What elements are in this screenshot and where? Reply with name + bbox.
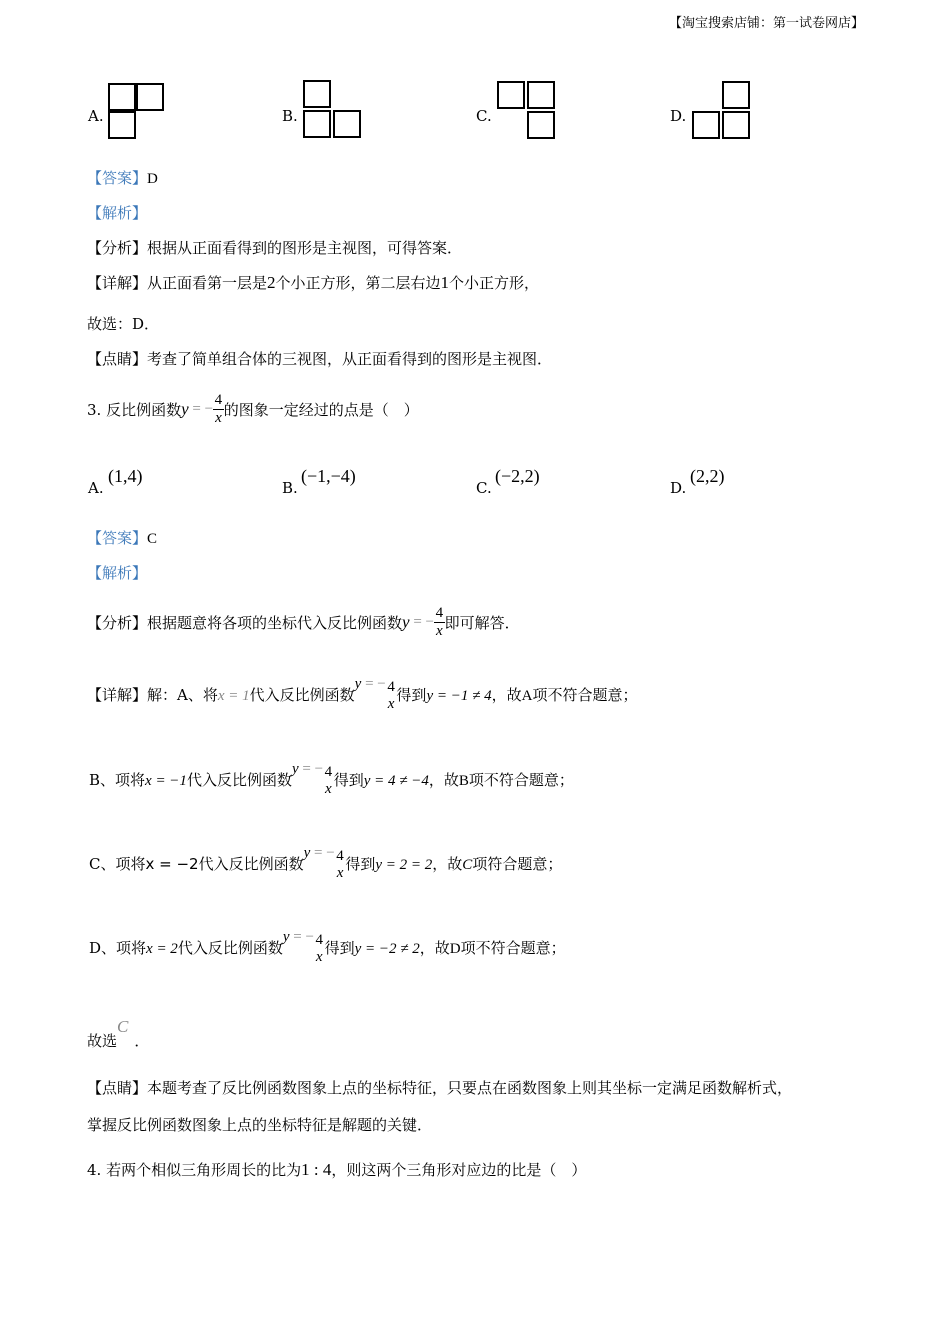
fraction-numerator: 4	[214, 392, 223, 408]
detail-text: ，故	[491, 686, 522, 704]
ratio: 1 : 4	[301, 1160, 332, 1179]
fraction-denominator: x	[215, 410, 222, 426]
square	[722, 81, 750, 109]
fraction-denominator: x	[315, 949, 323, 965]
detail-text: ，故	[432, 855, 463, 873]
option-c-label: C.	[476, 107, 492, 125]
option-letter: C	[117, 1017, 129, 1036]
fenxi-tag: 【分析】	[87, 239, 148, 257]
q3-detail-d	[89, 929, 566, 966]
q3-guxuan	[87, 1017, 150, 1051]
q3-detail-b	[89, 761, 574, 798]
q3-option-c: (−2,2)	[495, 466, 540, 486]
detail-text: D、项将	[89, 939, 147, 957]
math-op: = −	[289, 929, 314, 945]
detail-text: 得到	[324, 939, 355, 957]
math-var: y	[282, 929, 290, 945]
square	[303, 110, 331, 138]
xiangjie-text: 从正面看第一层是	[147, 274, 268, 292]
analysis-tag: 【解析】	[87, 564, 148, 582]
q2-guxuan: 故选：D．	[87, 315, 160, 333]
xiangjie-tag: 【详解】	[87, 274, 148, 292]
square	[527, 111, 555, 139]
fraction-numerator: 4	[315, 932, 323, 948]
square	[497, 81, 525, 109]
math-var: y	[291, 761, 299, 777]
detail-text: C、项将	[89, 855, 146, 873]
guxuan-text: 故选	[87, 1032, 118, 1050]
math-expr: y = −1 ≠ 4	[426, 688, 492, 704]
q3-option-a-label: A.	[88, 479, 104, 497]
fenxi-text: 根据从正面看得到的图形是主视图，可得答案．	[147, 239, 463, 257]
fraction	[314, 932, 325, 966]
square	[108, 83, 136, 111]
stem-text: 4. 若两个相似三角形周长的比为	[87, 1161, 302, 1179]
math-var: y	[181, 399, 189, 419]
math-expr: x = 2	[146, 941, 178, 957]
q2-dianjing	[87, 348, 552, 369]
q3-fenxi	[87, 605, 520, 640]
q2-answer-line	[87, 167, 158, 188]
q3-option-b: (−1,−4)	[301, 466, 356, 486]
fraction	[323, 764, 334, 798]
fraction-denominator: x	[325, 781, 332, 797]
answer-tag: 【答案】	[87, 169, 148, 187]
detail-text: 项不符合题意；	[460, 939, 566, 957]
math-op: = −	[188, 401, 214, 417]
xiangjie-text: 个小正方形，第二层右边	[275, 274, 441, 292]
xiangjie-text: 个小正方形，	[449, 274, 540, 292]
q2-fenxi	[87, 237, 462, 258]
detail-text: B、项将	[89, 771, 146, 789]
square	[333, 110, 361, 138]
math-expr: y = −2 ≠ 2	[354, 941, 420, 957]
shop-header: 【淘宝搜索店铺：第一试卷网店】	[668, 16, 864, 31]
option-letter: B	[458, 773, 469, 789]
math-expr: x = −2	[145, 855, 199, 873]
analysis-tag: 【解析】	[87, 204, 148, 222]
math-op: = −	[361, 676, 386, 692]
answer-value: C	[147, 531, 158, 547]
fraction-numerator: 4	[336, 848, 344, 864]
fenxi-tag: 【分析】	[87, 614, 148, 632]
math-expr: y = 4 ≠ −4	[363, 773, 429, 789]
q3-option-a: (1,4)	[108, 466, 143, 486]
detail-text: 项符合题意；	[472, 855, 563, 873]
fraction-denominator: x	[436, 623, 443, 639]
q3-option-b-label: B.	[282, 479, 298, 497]
math-op: = −	[298, 761, 324, 777]
q4-stem	[87, 1159, 586, 1180]
option-a-label: A.	[88, 107, 104, 125]
fraction	[213, 392, 224, 427]
fraction	[335, 848, 346, 882]
detail-text: 得到	[396, 686, 427, 704]
q3-detail-a	[87, 676, 638, 713]
square	[136, 83, 164, 111]
answer-tag: 【答案】	[87, 529, 148, 547]
detail-text: 得到	[333, 771, 364, 789]
option-b-label: B.	[282, 107, 298, 125]
option-letter: C	[462, 857, 473, 873]
option-letter: D	[449, 941, 461, 957]
square	[722, 111, 750, 139]
fraction-numerator: 4	[324, 764, 333, 780]
dianjing-text: 考查了简单组合体的三视图，从正面看得到的图形是主视图．	[147, 350, 553, 368]
math-op: = −	[409, 614, 434, 630]
q3-stem	[87, 392, 419, 427]
math-expr: x = −1	[145, 773, 187, 789]
math-expr: x = 1	[217, 688, 250, 704]
fraction-denominator: x	[387, 696, 395, 712]
math-op: = −	[310, 845, 335, 861]
fraction-numerator: 4	[435, 605, 444, 621]
detail-text: ，故	[428, 771, 459, 789]
q3-answer-line	[87, 527, 157, 548]
stem-text: ，则这两个三角形对应边的比是（ ）	[331, 1161, 587, 1179]
fraction	[386, 679, 397, 713]
square	[303, 80, 331, 108]
math-var: y	[354, 676, 362, 692]
math-var: y	[303, 845, 311, 861]
dianjing-tag: 【点睛】	[87, 1079, 148, 1097]
q3-option-d-label: D.	[670, 479, 687, 497]
stem-text: 的图象一定经过的点是（ ）	[223, 401, 419, 419]
xiangjie-tag: 【详解】	[87, 686, 148, 704]
q3-dianjing	[87, 1077, 792, 1098]
fraction-denominator: x	[336, 865, 344, 881]
detail-text: 项不符合题意；	[468, 771, 574, 789]
q3-option-d: (2,2)	[690, 466, 725, 486]
detail-text: 得到	[345, 855, 376, 873]
detail-text: 代入反比例函数	[249, 686, 355, 704]
stem-text: 3. 反比例函数	[87, 401, 182, 419]
q3-detail-c	[89, 845, 563, 882]
fraction	[434, 605, 445, 640]
math-var: y	[402, 612, 410, 632]
fenxi-text: 根据题意将各项的坐标代入反比例函数	[147, 614, 403, 632]
number: 1	[440, 273, 450, 292]
answer-value: D	[147, 171, 158, 187]
math-expr: y = 2 = 2	[375, 857, 433, 873]
option-d-label: D.	[670, 107, 687, 125]
detail-text: ，故	[419, 939, 450, 957]
dianjing-tag: 【点睛】	[87, 350, 148, 368]
option-letter: A	[521, 688, 533, 704]
q3-dianjing-cont: 掌握反比例函数图象上点的坐标特征是解题的关键．	[87, 1116, 433, 1134]
dianjing-text: 本题考查了反比例函数图象上点的坐标特征，只要点在函数图象上则其坐标一定满足函数解析式，	[147, 1079, 793, 1097]
q2-xiangjie	[87, 272, 539, 293]
detail-text: 代入反比例函数	[177, 939, 283, 957]
number: 2	[267, 273, 276, 292]
fenxi-text: 即可解答．	[444, 614, 520, 632]
q3-option-c-label: C.	[476, 479, 492, 497]
square	[527, 81, 555, 109]
square	[692, 111, 720, 139]
detail-text: 代入反比例函数	[198, 855, 304, 873]
guxuan-text: ．	[134, 1032, 150, 1050]
square	[108, 111, 136, 139]
fraction-numerator: 4	[387, 679, 395, 695]
detail-text: 代入反比例函数	[186, 771, 292, 789]
detail-text: 解：A、将	[147, 686, 218, 704]
detail-text: 项不符合题意；	[532, 686, 638, 704]
